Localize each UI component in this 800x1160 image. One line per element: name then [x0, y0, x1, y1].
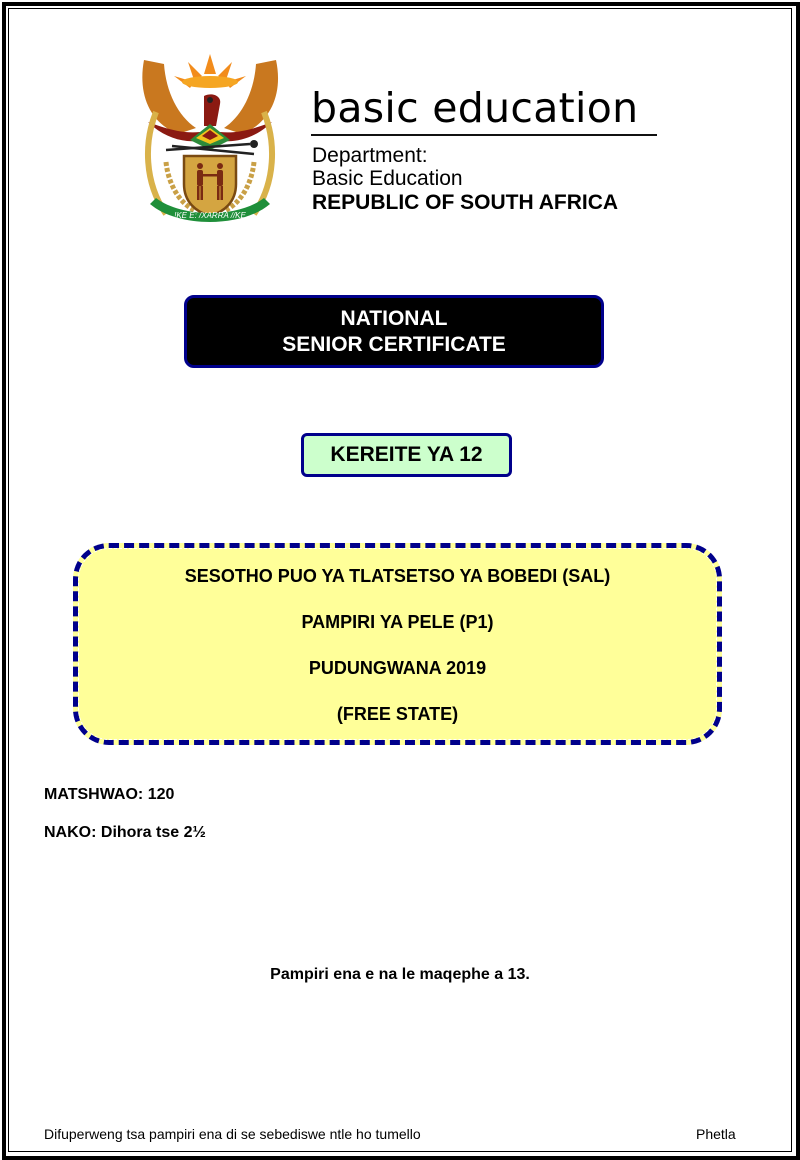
certificate-line-1: NATIONAL [340, 306, 448, 330]
subject-panel [73, 543, 722, 745]
brand-divider [311, 134, 657, 136]
department-name: Basic Education [312, 167, 463, 190]
exam-session: PUDUNGWANA 2019 [308, 658, 487, 678]
exam-duration: NAKO: Dihora tse 2½ [44, 824, 206, 841]
total-marks: MATSHWAO: 120 [44, 786, 175, 803]
paper-number: PAMPIRI YA PELE (P1) [301, 612, 494, 632]
turn-over-label: Phetla [696, 1126, 736, 1142]
svg-text:!KE E: /XARRA //KE: !KE E: /XARRA //KE [174, 211, 246, 220]
page-count-note: Pampiri ena e na le maqephe a 13. [270, 966, 530, 983]
country-name: REPUBLIC OF SOUTH AFRICA [312, 191, 619, 214]
province: (FREE STATE) [336, 704, 459, 724]
grade-label: KEREITE YA 12 [330, 443, 483, 466]
certificate-banner [184, 295, 604, 368]
certificate-line-2: SENIOR CERTIFICATE [282, 332, 506, 356]
copyright-notice: Difuperweng tsa pampiri ena di se sebediswe ntle ho tumello [44, 1126, 421, 1142]
grade-badge [301, 433, 512, 477]
subject-name: SESOTHO PUO YA TLATSETSO YA BOBEDI (SAL) [184, 566, 611, 586]
brand-title: basic education [311, 84, 639, 132]
coat-of-arms-icon [138, 52, 283, 232]
department-label: Department: [312, 144, 428, 167]
